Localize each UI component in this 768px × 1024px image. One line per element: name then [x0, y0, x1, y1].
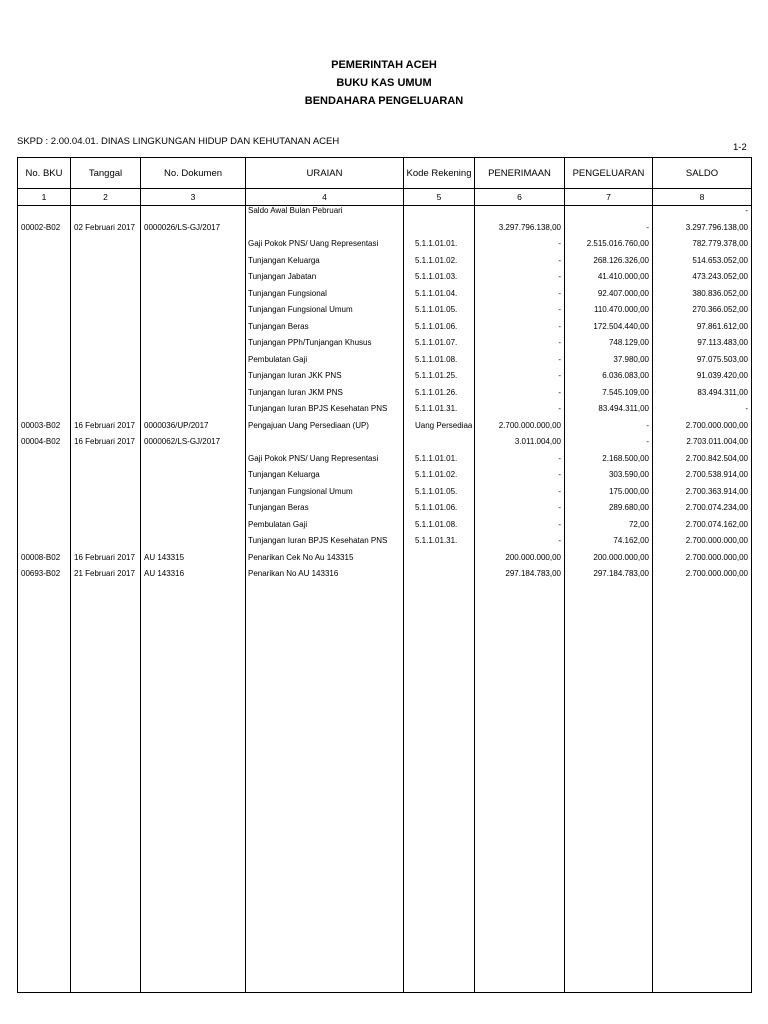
- cell-account-code: 5.1.1.01.06.: [404, 503, 475, 520]
- cell-account-code: [404, 569, 475, 586]
- empty-cell: [71, 586, 141, 993]
- cell-receipt-amount: -: [475, 289, 565, 306]
- cell-expense-amount: -: [565, 223, 653, 240]
- table-row: [18, 569, 752, 586]
- cell-date: [71, 536, 141, 553]
- col-header-pengeluaran: PENGELUARAN: [565, 158, 653, 189]
- empty-cell: [246, 586, 404, 993]
- empty-cell: [404, 586, 475, 993]
- empty-cell: [475, 586, 565, 993]
- cell-bku-number: [18, 487, 71, 504]
- col-number: 5: [404, 189, 475, 206]
- col-header-tanggal: Tanggal: [71, 158, 141, 189]
- cell-description: Saldo Awal Bulan Pebruari: [246, 206, 404, 223]
- table-row: [18, 272, 752, 289]
- cell-bku-number: [18, 256, 71, 273]
- cell-bku-number: [18, 503, 71, 520]
- cell-document-number: AU 143315: [141, 553, 246, 570]
- cell-description: Tunjangan Iuran JKK PNS: [246, 371, 404, 388]
- cell-expense-amount: 200.000.000,00: [565, 553, 653, 570]
- cell-date: [71, 256, 141, 273]
- cell-expense-amount: 297.184.783,00: [565, 569, 653, 586]
- col-number: 7: [565, 189, 653, 206]
- cell-document-number: [141, 470, 246, 487]
- cell-expense-amount: 41.410.000,00: [565, 272, 653, 289]
- cell-balance-amount: 91.039.420,00: [653, 371, 752, 388]
- cell-balance-amount: 2.700.000.000,00: [653, 553, 752, 570]
- cell-date: [71, 322, 141, 339]
- table-row: [18, 289, 752, 306]
- cell-document-number: [141, 371, 246, 388]
- table-row: [18, 536, 752, 553]
- cell-expense-amount: 303.590,00: [565, 470, 653, 487]
- col-number: 1: [18, 189, 71, 206]
- cell-receipt-amount: 3.297.796.138,00: [475, 223, 565, 240]
- cell-account-code: 5.1.1.01.01.: [404, 239, 475, 256]
- cell-description: Tunjangan Beras: [246, 503, 404, 520]
- cell-date: [71, 206, 141, 223]
- cell-description: Tunjangan Jabatan: [246, 272, 404, 289]
- cell-description: Tunjangan Iuran JKM PNS: [246, 388, 404, 405]
- cell-bku-number: [18, 388, 71, 405]
- cash-book-table: [17, 157, 752, 993]
- cell-expense-amount: -: [565, 437, 653, 454]
- empty-cell: [141, 586, 246, 993]
- cell-bku-number: [18, 322, 71, 339]
- cell-receipt-amount: -: [475, 338, 565, 355]
- cell-description: Tunjangan Beras: [246, 322, 404, 339]
- cell-document-number: 0000036/UP/2017: [141, 421, 246, 438]
- cell-balance-amount: 97.861.612,00: [653, 322, 752, 339]
- table-row: [18, 520, 752, 537]
- cell-expense-amount: [565, 206, 653, 223]
- cell-balance-amount: 514.653.052,00: [653, 256, 752, 273]
- cell-bku-number: [18, 454, 71, 471]
- cell-description: Pengajuan Uang Persediaan (UP): [246, 421, 404, 438]
- cell-description: Tunjangan Iuran BPJS Kesehatan PNS: [246, 536, 404, 553]
- table-row: [18, 305, 752, 322]
- cell-bku-number: 00008-B02: [18, 553, 71, 570]
- cell-date: [71, 338, 141, 355]
- cell-account-code: 5.1.1.01.26.: [404, 388, 475, 405]
- cell-account-code: 5.1.1.01.02.: [404, 470, 475, 487]
- cell-description: Penarikan Cek No Au 143315: [246, 553, 404, 570]
- cell-receipt-amount: 2.700.000.000,00: [475, 421, 565, 438]
- cell-receipt-amount: -: [475, 404, 565, 421]
- cell-account-code: 5.1.1.01.02.: [404, 256, 475, 273]
- table-row: [18, 388, 752, 405]
- cell-balance-amount: 97.075.503,00: [653, 355, 752, 372]
- cell-bku-number: 00693-B02: [18, 569, 71, 586]
- cell-description: Tunjangan PPh/Tunjangan Khusus: [246, 338, 404, 355]
- cell-document-number: [141, 239, 246, 256]
- cell-bku-number: [18, 355, 71, 372]
- cell-expense-amount: 72,00: [565, 520, 653, 537]
- cell-date: [71, 289, 141, 306]
- cell-document-number: [141, 454, 246, 471]
- cell-account-code: [404, 553, 475, 570]
- cell-description: [246, 223, 404, 240]
- cell-bku-number: [18, 470, 71, 487]
- col-number: 6: [475, 189, 565, 206]
- cell-account-code: 5.1.1.01.03.: [404, 272, 475, 289]
- col-number: 8: [653, 189, 752, 206]
- cell-receipt-amount: -: [475, 256, 565, 273]
- cell-balance-amount: 2.700.842.504,00: [653, 454, 752, 471]
- table-row: [18, 503, 752, 520]
- cell-date: [71, 454, 141, 471]
- cell-receipt-amount: -: [475, 487, 565, 504]
- cell-receipt-amount: -: [475, 322, 565, 339]
- col-number: 2: [71, 189, 141, 206]
- cell-expense-amount: 7.545.109,00: [565, 388, 653, 405]
- cell-balance-amount: 83.494.311,00: [653, 388, 752, 405]
- cell-bku-number: [18, 289, 71, 306]
- cell-bku-number: [18, 338, 71, 355]
- cell-description: Gaji Pokok PNS/ Uang Representasi: [246, 454, 404, 471]
- table-filler-row: [18, 586, 752, 993]
- cell-balance-amount: 2.700.000.000,00: [653, 421, 752, 438]
- table-body: [18, 206, 752, 993]
- cell-expense-amount: 172.504.440,00: [565, 322, 653, 339]
- cell-receipt-amount: [475, 206, 565, 223]
- cell-date: 16 Februari 2017: [71, 421, 141, 438]
- cell-date: [71, 239, 141, 256]
- cell-receipt-amount: -: [475, 272, 565, 289]
- cell-document-number: [141, 256, 246, 273]
- cell-bku-number: 00004-B02: [18, 437, 71, 454]
- table-row: [18, 454, 752, 471]
- cell-date: [71, 487, 141, 504]
- cell-bku-number: [18, 239, 71, 256]
- cell-balance-amount: 2.700.538.914,00: [653, 470, 752, 487]
- cell-expense-amount: 6.036.083,00: [565, 371, 653, 388]
- cell-document-number: AU 143316: [141, 569, 246, 586]
- cell-receipt-amount: 297.184.783,00: [475, 569, 565, 586]
- table-row: [18, 404, 752, 421]
- cell-receipt-amount: 3.011.004,00: [475, 437, 565, 454]
- cell-date: 16 Februari 2017: [71, 437, 141, 454]
- cell-date: [71, 371, 141, 388]
- cell-description: Gaji Pokok PNS/ Uang Representasi: [246, 239, 404, 256]
- cell-balance-amount: 97.113.483,00: [653, 338, 752, 355]
- cell-balance-amount: -: [653, 206, 752, 223]
- cell-description: [246, 437, 404, 454]
- table-row: [18, 371, 752, 388]
- cell-account-code: 5.1.1.01.06.: [404, 322, 475, 339]
- cell-date: 02 Februari 2017: [71, 223, 141, 240]
- cell-bku-number: 00002-B02: [18, 223, 71, 240]
- empty-cell: [653, 586, 752, 993]
- cell-receipt-amount: -: [475, 520, 565, 537]
- cell-document-number: 0000062/LS-GJ/2017: [141, 437, 246, 454]
- cell-document-number: [141, 536, 246, 553]
- cell-expense-amount: 110.470.000,00: [565, 305, 653, 322]
- cell-receipt-amount: -: [475, 355, 565, 372]
- cell-description: Tunjangan Fungsional Umum: [246, 305, 404, 322]
- cell-description: Tunjangan Fungsional Umum: [246, 487, 404, 504]
- cell-expense-amount: -: [565, 421, 653, 438]
- cell-balance-amount: 3.297.796.138,00: [653, 223, 752, 240]
- cell-balance-amount: 473.243.052,00: [653, 272, 752, 289]
- cell-document-number: [141, 355, 246, 372]
- cell-description: Tunjangan Keluarga: [246, 470, 404, 487]
- cell-expense-amount: 74.162,00: [565, 536, 653, 553]
- table-row: [18, 421, 752, 438]
- cell-date: [71, 503, 141, 520]
- cell-bku-number: [18, 520, 71, 537]
- cell-account-code: 5.1.1.01.05.: [404, 305, 475, 322]
- page-number: 1-2: [733, 142, 747, 153]
- cell-balance-amount: 2.700.074.162,00: [653, 520, 752, 537]
- cell-account-code: [404, 206, 475, 223]
- table-row: [18, 553, 752, 570]
- cell-document-number: 0000026/LS-GJ/2017: [141, 223, 246, 240]
- cell-bku-number: [18, 305, 71, 322]
- table-row: [18, 223, 752, 240]
- cell-bku-number: [18, 272, 71, 289]
- cell-account-code: 5.1.1.01.25.: [404, 371, 475, 388]
- cell-expense-amount: 37.980,00: [565, 355, 653, 372]
- cell-balance-amount: 782.779.378,00: [653, 239, 752, 256]
- col-header-penerimaan: PENERIMAAN: [475, 158, 565, 189]
- col-header-uraian: URAIAN: [246, 158, 404, 189]
- cell-expense-amount: 268.126.326,00: [565, 256, 653, 273]
- cell-account-code: 5.1.1.01.04.: [404, 289, 475, 306]
- table-row: [18, 239, 752, 256]
- cell-document-number: [141, 322, 246, 339]
- table-row: [18, 338, 752, 355]
- table-row: [18, 256, 752, 273]
- col-header-saldo: SALDO: [653, 158, 752, 189]
- cell-description: Penarikan No AU 143316: [246, 569, 404, 586]
- cell-document-number: [141, 404, 246, 421]
- cell-balance-amount: 2.700.363.914,00: [653, 487, 752, 504]
- col-header-bku: No. BKU: [18, 158, 71, 189]
- cell-account-code: [404, 437, 475, 454]
- cell-document-number: [141, 272, 246, 289]
- table-row: [18, 470, 752, 487]
- cell-receipt-amount: -: [475, 388, 565, 405]
- header-treasurer: BENDAHARA PENGELUARAN: [304, 95, 464, 107]
- cell-date: [71, 404, 141, 421]
- cell-description: Pembulatan Gaji: [246, 355, 404, 372]
- cell-expense-amount: 2.168.500,00: [565, 454, 653, 471]
- col-number: 4: [246, 189, 404, 206]
- cell-account-code: 5.1.1.01.01.: [404, 454, 475, 471]
- empty-cell: [565, 586, 653, 993]
- col-header-kode: Kode Rekening: [404, 158, 475, 189]
- cell-expense-amount: 748.129,00: [565, 338, 653, 355]
- cell-bku-number: [18, 404, 71, 421]
- cell-document-number: [141, 503, 246, 520]
- cell-date: [71, 470, 141, 487]
- cell-date: [71, 388, 141, 405]
- cell-bku-number: 00003-B02: [18, 421, 71, 438]
- cell-bku-number: [18, 206, 71, 223]
- cell-description: Tunjangan Fungsional: [246, 289, 404, 306]
- cell-balance-amount: 2.700.000.000,00: [653, 536, 752, 553]
- table-row: [18, 355, 752, 372]
- cell-receipt-amount: -: [475, 305, 565, 322]
- cell-balance-amount: 2.703.011.004,00: [653, 437, 752, 454]
- cell-date: [71, 355, 141, 372]
- cell-balance-amount: 2.700.074.234,00: [653, 503, 752, 520]
- cell-receipt-amount: -: [475, 536, 565, 553]
- cell-date: 16 Februari 2017: [71, 553, 141, 570]
- cell-document-number: [141, 289, 246, 306]
- cell-expense-amount: 92.407.000,00: [565, 289, 653, 306]
- cell-document-number: [141, 305, 246, 322]
- cell-account-code: 5.1.1.01.31.: [404, 536, 475, 553]
- cell-receipt-amount: -: [475, 239, 565, 256]
- cell-expense-amount: 175.000,00: [565, 487, 653, 504]
- cell-description: Tunjangan Iuran BPJS Kesehatan PNS: [246, 404, 404, 421]
- cell-document-number: [141, 388, 246, 405]
- cell-document-number: [141, 338, 246, 355]
- cell-account-code: 5.1.1.01.31.: [404, 404, 475, 421]
- cell-account-code: Uang Persediaa: [404, 421, 475, 438]
- column-header-row: [18, 158, 752, 189]
- cell-bku-number: [18, 536, 71, 553]
- cell-document-number: [141, 206, 246, 223]
- cell-balance-amount: 380.836.052,00: [653, 289, 752, 306]
- table-row: [18, 437, 752, 454]
- cell-receipt-amount: 200.000.000,00: [475, 553, 565, 570]
- cell-receipt-amount: -: [475, 371, 565, 388]
- table-row: [18, 487, 752, 504]
- header-government: PEMERINTAH ACEH: [331, 59, 437, 71]
- skpd-line: SKPD : 2.00.04.01. DINAS LINGKUNGAN HIDUP DAN KEHUTANAN ACEH: [17, 136, 340, 147]
- cell-balance-amount: 270.366.052,00: [653, 305, 752, 322]
- cell-bku-number: [18, 371, 71, 388]
- cell-account-code: 5.1.1.01.08.: [404, 355, 475, 372]
- cell-receipt-amount: -: [475, 470, 565, 487]
- cell-date: 21 Februari 2017: [71, 569, 141, 586]
- col-header-dokumen: No. Dokumen: [141, 158, 246, 189]
- cell-account-code: 5.1.1.01.08.: [404, 520, 475, 537]
- col-number: 3: [141, 189, 246, 206]
- cell-account-code: [404, 223, 475, 240]
- empty-cell: [18, 586, 71, 993]
- cell-expense-amount: 289.680,00: [565, 503, 653, 520]
- cell-date: [71, 520, 141, 537]
- cell-balance-amount: 2.700.000.000,00: [653, 569, 752, 586]
- table-row: [18, 206, 752, 223]
- cell-balance-amount: -: [653, 404, 752, 421]
- cell-date: [71, 305, 141, 322]
- cell-expense-amount: 2.515.016.760,00: [565, 239, 653, 256]
- header-book-title: BUKU KAS UMUM: [336, 77, 432, 89]
- column-number-row: [18, 189, 752, 206]
- cell-description: Tunjangan Keluarga: [246, 256, 404, 273]
- cell-document-number: [141, 520, 246, 537]
- cell-document-number: [141, 487, 246, 504]
- cell-date: [71, 272, 141, 289]
- cell-expense-amount: 83.494.311,00: [565, 404, 653, 421]
- cell-account-code: 5.1.1.01.05.: [404, 487, 475, 504]
- cell-account-code: 5.1.1.01.07.: [404, 338, 475, 355]
- table-row: [18, 322, 752, 339]
- cell-receipt-amount: -: [475, 454, 565, 471]
- cell-description: Pembulatan Gaji: [246, 520, 404, 537]
- cell-receipt-amount: -: [475, 503, 565, 520]
